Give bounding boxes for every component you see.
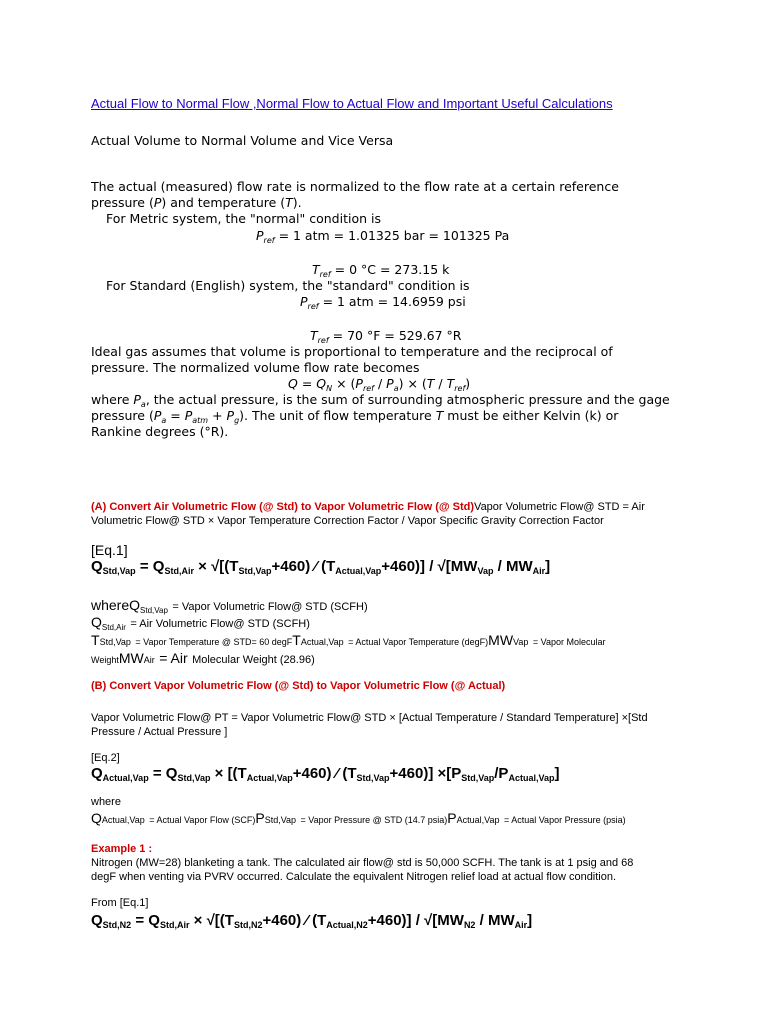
def-temps: TStd,Vap = Vapor Temperature @ STD= 60 degFTActual,Vap = Actual Vapor Temperature (degF)MWVap = Vapor Molecular: [91, 632, 606, 648]
section-b-line-2: Pressure / Actual Pressure ]: [91, 726, 228, 738]
section-a-heading: (A) Convert Air Volumetric Flow (@ Std) to Vapor Volumetric Flow (@ Std): [91, 501, 475, 513]
from-eq1: From [Eq.1]: [91, 897, 149, 909]
example-line-1: Nitrogen (MW=28) blanketing a tank. The calculated air flow@ std is 50,000 SCFH. The tank is at 1 psig and 68: [91, 857, 634, 869]
ideal-line-1: Ideal gas assumes that volume is proportional to temperature and the reciprocal of: [91, 344, 613, 359]
standard-line: For Standard (English) system, the "standard" condition is: [106, 278, 470, 293]
section-a-line-1: (A) Convert Air Volumetric Flow (@ Std) to Vapor Volumetric Flow (@ Std)Vapor Volumetric Flow@ STD = Air: [91, 501, 645, 513]
def-q-air: $Q_{Std,Air}$ = Air Volumetric Flow@ STD (SCFH): [91, 614, 310, 632]
ideal-line-2: pressure. The normalized volume flow rate becomes: [91, 360, 420, 375]
p-ref-metric: $P_{ref} = 1$ atm = 1.01325 bar = 101325 Pa: [256, 228, 510, 245]
example-heading: Example 1 :: [91, 843, 153, 855]
where-line-2: pressure $(P_a = P_{atm} + P_g)$. The unit of flow temperature T must be either Kelvin (k) or: [91, 408, 619, 425]
t-ref-std: $T_{ref} = 70$ °F = 529.67 °R: [310, 328, 462, 345]
eq2-label: [Eq.2]: [91, 752, 120, 764]
example-formula: $Q_{Std,N2} = Q_{Std,Air} \times √[(T_{Std,N2}+460)$ ⁄ $(T_{Actual,N2}+460)] / √[MW_{N2} / MW_{Air}]$: [91, 912, 533, 930]
eq2-formula: $Q_{Actual,Vap} = Q_{Std,Vap} \times [(T_{Actual,Vap}+460)$ ⁄ $(T_{Std,Vap}+460)] \times[P_{Std,Vap}/P_{Actual,Vap}]$: [91, 765, 560, 783]
example-line-2: degF when venting via PVRV occurred. Calculate the equivalent Nitrogen relief load at actual flow condition.: [91, 871, 617, 883]
where-line-3: Rankine degrees (°R).: [91, 424, 229, 439]
section-a-line-2: Volumetric Flow@ STD × Vapor Temperature Correction Factor / Vapor Specific Gravity Correction Factor: [91, 515, 604, 527]
eq1-formula: $Q_{Std,Vap} = Q_{Std,Air} \times √[(T_{Std,Vap}+460)$ ⁄ $(T_{Actual,Vap}+460)] / √[MW_{Vap} / MW_{Air}]$: [91, 558, 551, 576]
section-b-line-1: Vapor Volumetric Flow@ PT = Vapor Volumetric Flow@ STD × [Actual Temperature / Standard Temperature] ×[Std: [91, 712, 648, 724]
intro-line-2: pressure (P) and temperature (T).: [91, 195, 302, 210]
normalized-formula: $Q = Q_N \times (P_{ref} / P_a) \times (T / T_{ref})$: [288, 376, 471, 393]
def-mw-air: WeightMWAir = Air Molecular Weight (28.96): [91, 650, 315, 666]
title-link[interactable]: Actual Flow to Normal Flow ,Normal Flow to Actual Flow and Important Useful Calculations: [91, 96, 613, 111]
section-b-heading: (B) Convert Vapor Volumetric Flow (@ Std) to Vapor Volumetric Flow (@ Actual): [91, 680, 506, 692]
intro-line-1: The actual (measured) flow rate is normalized to the flow rate at a certain reference: [91, 179, 619, 194]
metric-line: For Metric system, the "normal" condition is: [106, 211, 381, 226]
p-ref-std: $P_{ref} = 1$ atm = 14.6959 psi: [300, 294, 466, 311]
section-b-where: where: [91, 796, 121, 808]
where-line-1: where $P_a$, the actual pressure, is the sum of surrounding atmospheric pressure and the gage: [91, 392, 670, 409]
eq1-label: [Eq.1]: [91, 542, 128, 558]
t-ref-metric: $T_{ref} = 0$ °C = 273.15 k: [312, 262, 450, 279]
subtitle: Actual Volume to Normal Volume and Vice Versa: [91, 133, 394, 148]
def-eq2: QActual,Vap = Actual Vapor Flow (SCF)PStd,Vap = Vapor Pressure @ STD (14.7 psia)PActual,Vap = Actual Vapor Pressure (psia): [91, 810, 626, 826]
def-q-vap: whereQ$_{Std,Vap}$ = Vapor Volumetric Flow@ STD (SCFH): [91, 597, 368, 615]
